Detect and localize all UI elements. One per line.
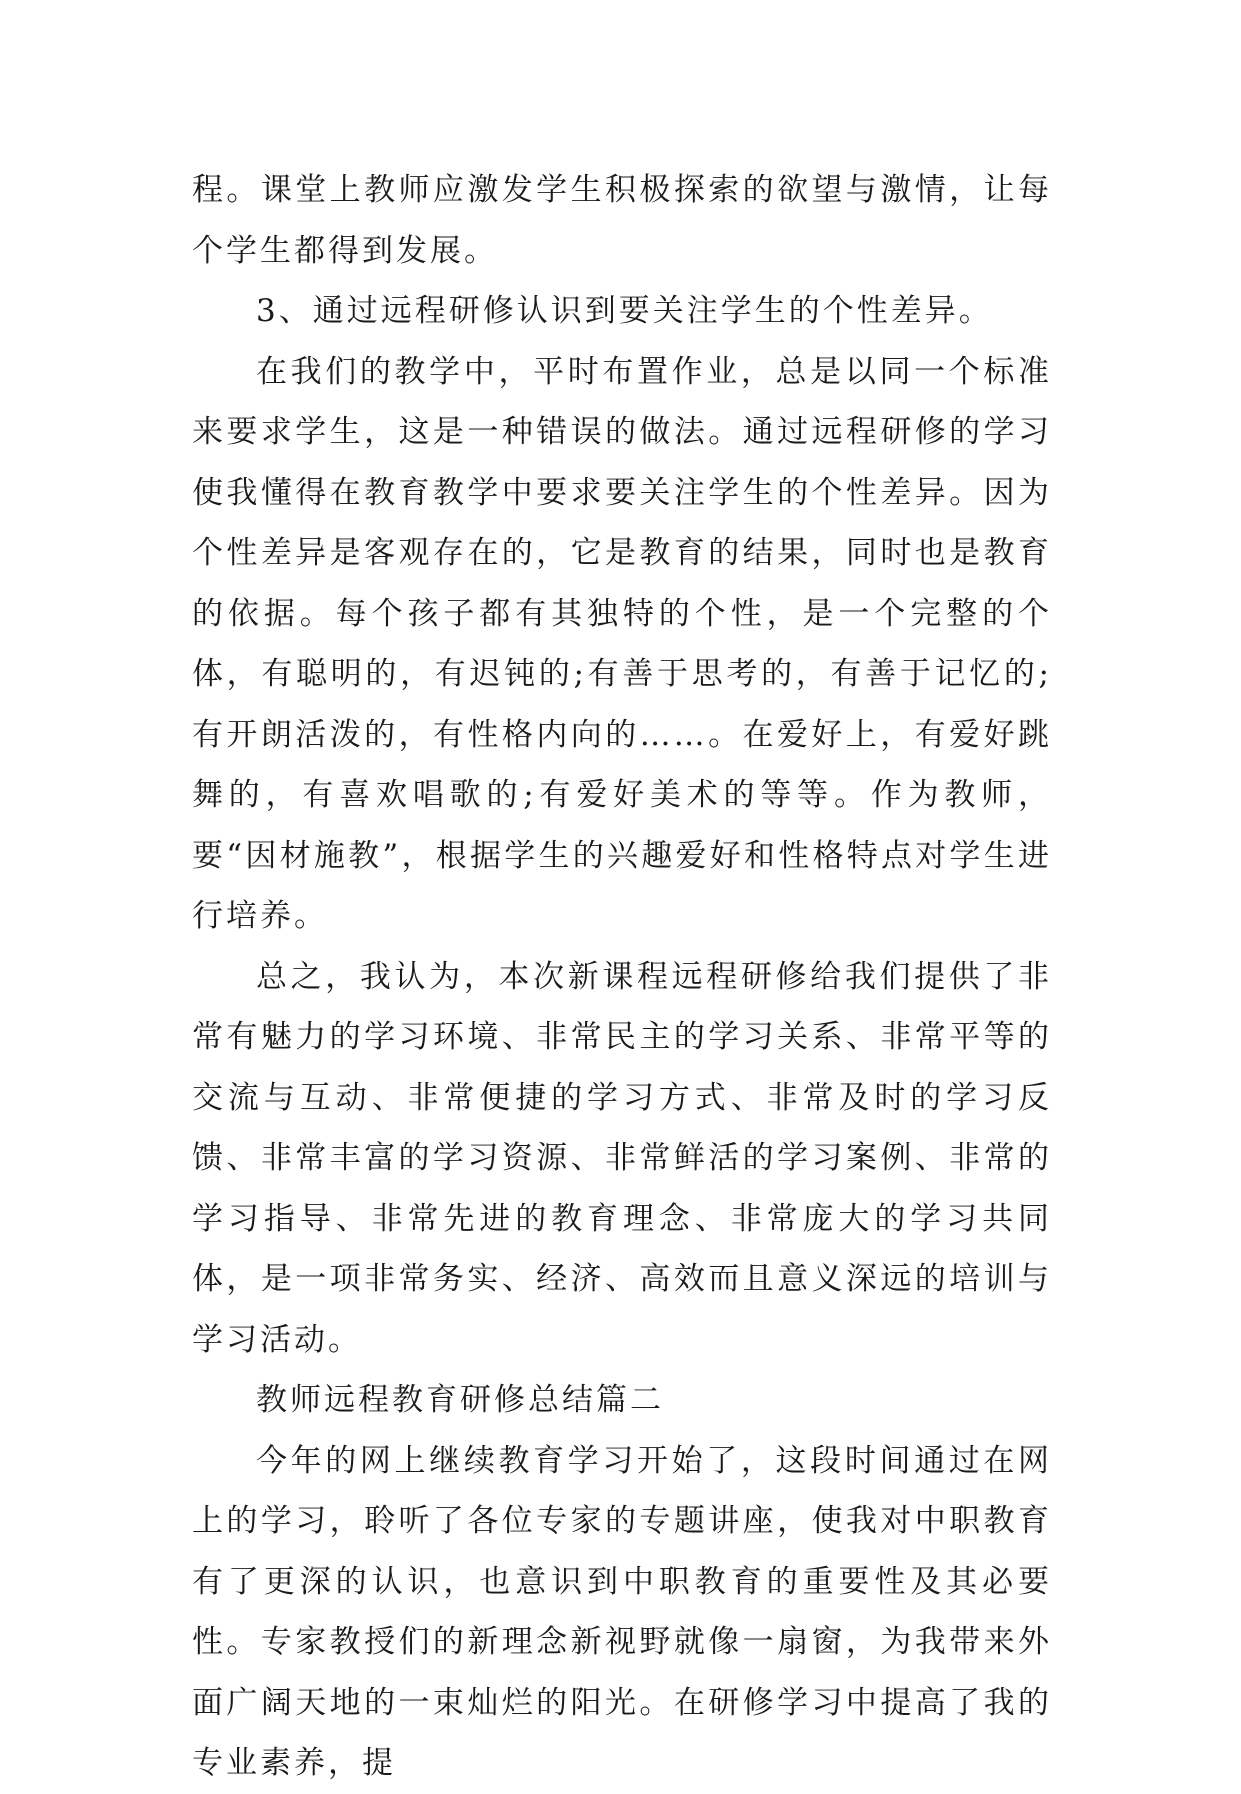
paragraph-online-learning: 今年的网上继续教育学习开始了，这段时间通过在网上的学习，聆听了各位专家的专题讲座，使我对中职教育有了更深的认识，也意识到中职教育的重要性及其必要性。专家教授们的新理念新视野就像一扇窗，为我带来外面广阔天地的一束灿烂的阳光。在研修学习中提高了我的专业素养，提 — [192, 1442, 1052, 1781]
paragraph-conclusion: 总之，我认为，本次新课程远程研修给我们提供了非常有魅力的学习环境、非常民主的学习关系、非常平等的交流与互动、非常便捷的学习方式、非常及时的学习反馈、非常丰富的学习资源、非常鲜活的学习案例、非常的学习指导、非常先进的教育理念、非常庞大的学习共同体，是一项非常务实、经济、高效而且意义深远的培训与学习活动。 — [192, 958, 1052, 1358]
body-text — [192, 160, 1052, 1794]
section-title: 教师远程教育研修总结篇二 — [256, 1382, 664, 1418]
paragraph-individual-differences: 在我们的教学中，平时布置作业，总是以同一个标准来要求学生，这是一种错误的做法。通过远程研修的学习使我懂得在教育教学中要求要关注学生的个性差异。因为个性差异是客观存在的，它是教育的结果，同时也是教育的依据。每个孩子都有其独特的个性，是一个完整的个体，有聪明的，有迟钝的;有善于思考的，有善于记忆的;有开朗活泼的，有性格内向的……。在爱好上，有爱好跳舞的，有喜欢唱歌的;有爱好美术的等等。作为教师，要“因材施教”，根据学生的兴趣爱好和性格特点对学生进行培养。 — [192, 353, 1052, 934]
paragraph-heading-3: 3、通过远程研修认识到要关注学生的个性差异。 — [256, 293, 993, 329]
paragraph-continuation: 程。课堂上教师应激发学生积极探索的欲望与激情，让每个学生都得到发展。 — [192, 172, 1052, 269]
